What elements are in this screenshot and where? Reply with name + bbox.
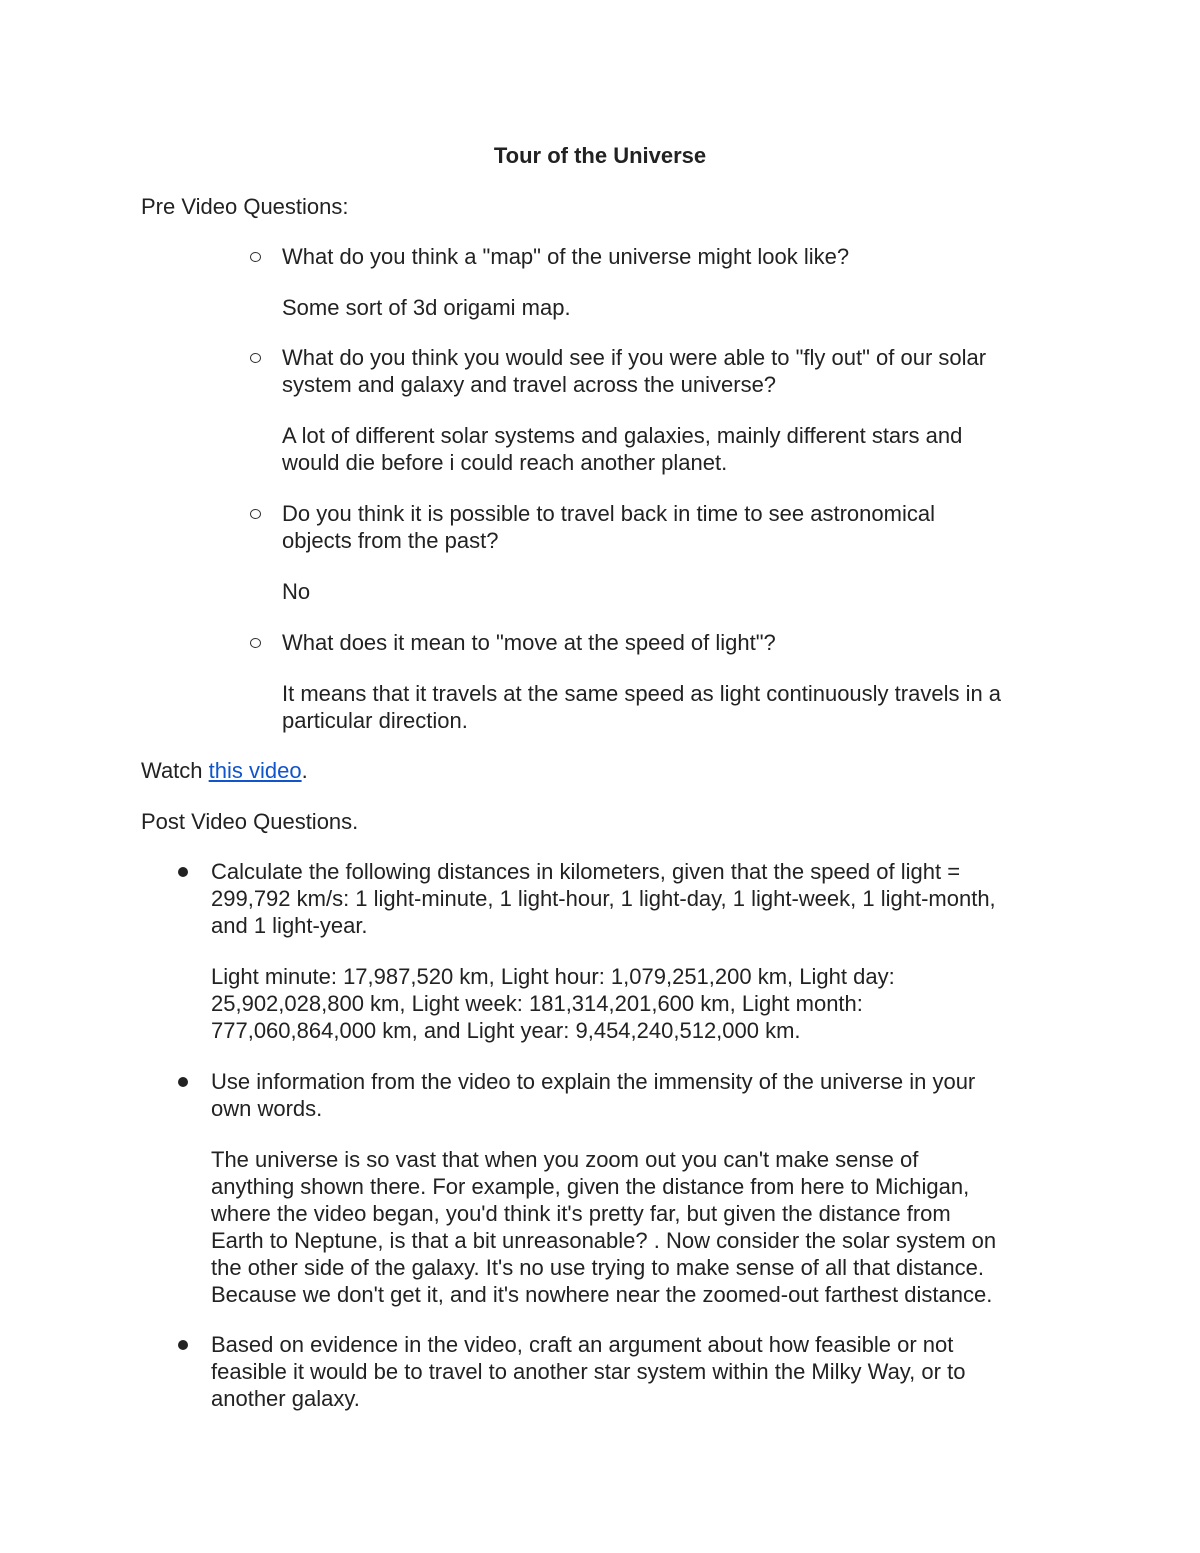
watch-prefix: Watch <box>141 758 209 783</box>
question-line: and 1 light-year. <box>211 913 368 938</box>
answer-line: anything shown there. For example, given the distance from here to Michigan, <box>211 1174 970 1199</box>
question-line: system and galaxy and travel across the universe? <box>282 372 777 397</box>
pre-video-heading: Pre Video Questions: <box>141 194 349 219</box>
post-question-1 <box>211 858 996 939</box>
post-answer-2 <box>211 1146 996 1308</box>
question-line: Do you think it is possible to travel back in time to see astronomical <box>282 501 935 526</box>
pre-question-4 <box>282 629 776 656</box>
solid-bullet-icon <box>178 1340 188 1350</box>
question-line: Use information from the video to explain the immensity of the universe in your <box>211 1069 976 1094</box>
answer-line: where the video began, you'd think it's pretty far, but given the distance from <box>211 1201 951 1226</box>
pre-question-2 <box>282 344 986 398</box>
answer-line: Because we don't get it, and it's nowhere near the zoomed-out farthest distance. <box>211 1282 993 1307</box>
answer-line: Light minute: 17,987,520 km, Light hour: 1,079,251,200 km, Light day: <box>211 964 895 989</box>
answer-line: The universe is so vast that when you zoom out you can't make sense of <box>211 1147 919 1172</box>
pre-answer-2 <box>282 422 962 476</box>
post-question-3 <box>211 1331 965 1412</box>
question-line: objects from the past? <box>282 528 499 553</box>
solid-bullet-icon <box>178 1077 188 1087</box>
question-line: Based on evidence in the video, craft an argument about how feasible or not <box>211 1332 954 1357</box>
question-line: feasible it would be to travel to another star system within the Milky Way, or to <box>211 1359 966 1384</box>
hollow-bullet-icon <box>250 509 261 519</box>
answer-line: No <box>282 579 311 604</box>
watch-suffix: . <box>301 758 308 783</box>
hollow-bullet-icon <box>250 638 261 648</box>
answer-line: A lot of different solar systems and galaxies, mainly different stars and <box>282 423 963 448</box>
pre-answer-4 <box>282 680 1001 734</box>
answer-line: Some sort of 3d origami map. <box>282 295 571 320</box>
pre-answer-1 <box>282 294 571 321</box>
video-link[interactable]: this video <box>208 758 302 783</box>
answer-line: 777,060,864,000 km, and Light year: 9,454,240,512,000 km. <box>211 1018 801 1043</box>
post-video-heading: Post Video Questions. <box>141 809 359 834</box>
question-line: own words. <box>211 1096 323 1121</box>
pre-answer-3 <box>282 578 310 605</box>
page-title: Tour of the Universe <box>493 143 707 168</box>
pre-question-1 <box>282 243 849 270</box>
question-line: 299,792 km/s: 1 light-minute, 1 light-hour, 1 light-day, 1 light-week, 1 light-month, <box>211 886 996 911</box>
hollow-bullet-icon <box>250 353 261 363</box>
answer-line: 25,902,028,800 km, Light week: 181,314,201,600 km, Light month: <box>211 991 863 1016</box>
answer-line: particular direction. <box>282 708 468 733</box>
solid-bullet-icon <box>178 867 188 877</box>
answer-line: would die before i could reach another planet. <box>282 450 728 475</box>
answer-line: the other side of the galaxy. It's no use trying to make sense of all that distance. <box>211 1255 985 1280</box>
question-line: What do you think you would see if you were able to "fly out" of our solar <box>282 345 987 370</box>
answer-line: It means that it travels at the same speed as light continuously travels in a <box>282 681 1002 706</box>
question-line: Calculate the following distances in kilometers, given that the speed of light = <box>211 859 961 884</box>
pre-question-3 <box>282 500 935 554</box>
question-line: What do you think a "map" of the universe might look like? <box>282 244 850 269</box>
post-answer-1 <box>211 963 895 1044</box>
hollow-bullet-icon <box>250 252 261 262</box>
question-line: another galaxy. <box>211 1386 360 1411</box>
post-question-2 <box>211 1068 975 1122</box>
question-line: What does it mean to "move at the speed of light"? <box>282 630 776 655</box>
answer-line: Earth to Neptune, is that a bit unreasonable? . Now consider the solar system on <box>211 1228 997 1253</box>
watch-line <box>141 757 308 784</box>
